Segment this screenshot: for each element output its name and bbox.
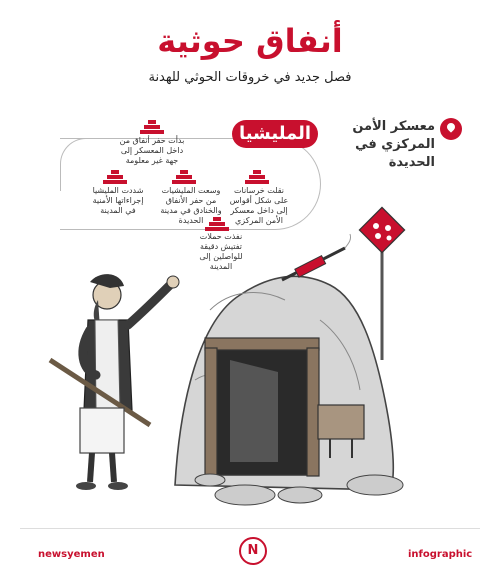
location-label-line2: المركزي في الحديدة — [355, 137, 435, 170]
page-subtitle: فصل جديد في خروقات الحوثي للهدنة — [148, 70, 352, 85]
news-logo-icon: N — [239, 537, 267, 565]
brick-stack-icon — [103, 170, 127, 182]
footer-brand: newsyemen — [38, 549, 105, 560]
brick-stack-icon — [140, 120, 164, 132]
man-figure — [50, 274, 179, 490]
brick-stack-icon — [172, 170, 196, 182]
militia-badge: المليشيا — [232, 120, 318, 148]
location-label-line1: معسكر الأمن — [352, 119, 435, 134]
page-title: أنفاق حوثية — [157, 22, 343, 60]
note-4: شددت المليشيا إجراءاتها الأمنية في المدينة — [92, 186, 144, 215]
tunnel-entrance — [205, 338, 319, 476]
footer-divider — [20, 528, 480, 529]
illustration — [0, 200, 500, 520]
note-1: بدأت حفر أنفاق من داخل المعسكر إلى جهة غير معلومة — [119, 136, 185, 165]
footer-type: infographic — [408, 549, 473, 560]
note-3: وسعت المليشيات من حفر الأنفاق والخنادق في مدينة الحديدة — [160, 186, 222, 225]
location-label — [330, 118, 435, 172]
note-2: نقلت خرسانات على شكل أقواس إلى داخل معسكر الأمن المركزي — [229, 186, 289, 225]
location-pin-icon — [440, 118, 462, 140]
brick-stack-icon — [245, 170, 269, 182]
rifle-icon — [282, 234, 351, 280]
note-5: نفذت حملات تفتيش دقيقة للواصلين إلى المدينة — [199, 232, 243, 271]
